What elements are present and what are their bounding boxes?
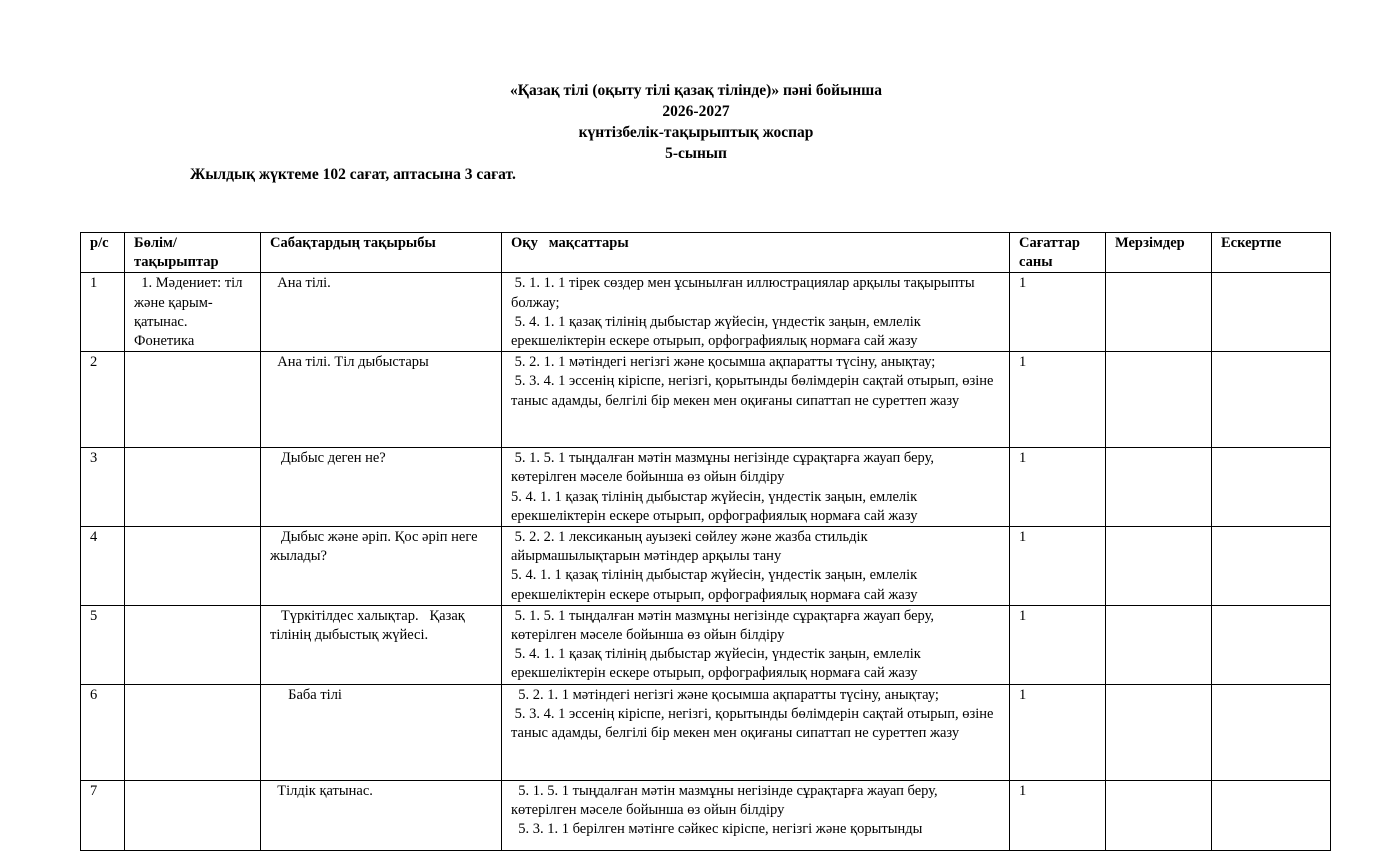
header-hours: Сағаттар саны xyxy=(1010,233,1106,273)
row-num: 5 xyxy=(81,605,125,684)
row-notes xyxy=(1212,684,1331,780)
row-hours: 1 xyxy=(1010,352,1106,448)
row-goals xyxy=(502,273,1010,352)
row-notes xyxy=(1212,273,1331,352)
header-topic: Сабақтардың тақырыбы xyxy=(261,233,502,273)
table-row xyxy=(81,780,1331,850)
row-hours: 1 xyxy=(1010,273,1106,352)
plan-table-body xyxy=(81,273,1331,850)
table-row xyxy=(81,684,1331,780)
row-goals xyxy=(502,527,1010,606)
row-dates xyxy=(1106,527,1212,606)
header-notes: Ескертпе xyxy=(1212,233,1331,273)
row-goals xyxy=(502,605,1010,684)
row-hours: 1 xyxy=(1010,527,1106,606)
annual-load: Жылдық жүктеме 102 сағат, аптасына 3 сағат. xyxy=(190,166,516,183)
row-hours: 1 xyxy=(1010,605,1106,684)
row-topic: Ана тілі. xyxy=(261,273,502,352)
row-section xyxy=(125,448,261,527)
learning-goal: 5. 2. 2. 1 лексиканың ауызекі сөйлеу және жазба стильдік айырмашылықтарын мәтіндер арқылы тану xyxy=(511,529,872,565)
table-row xyxy=(81,273,1331,352)
row-hours: 1 xyxy=(1010,448,1106,527)
learning-goal: 5. 4. 1. 1 қазақ тілінің дыбыстар жүйесін, үндестік заңын, емлелік ерекшеліктерін ескере отырып, орфографиялық нормаға сай жазу xyxy=(511,313,925,350)
row-section xyxy=(125,352,261,448)
row-section xyxy=(125,527,261,606)
row-topic: Баба тілі xyxy=(261,684,502,780)
learning-goal: 5. 3. 1. 1 берілген мәтінге сәйкес кіріспе, негізгі және қорытынды xyxy=(511,821,923,838)
row-notes xyxy=(1212,527,1331,606)
header-section: Бөлім/ тақырыптар xyxy=(125,233,261,273)
header-dates: Мерзімдер xyxy=(1106,233,1212,273)
document-header xyxy=(0,80,1398,164)
row-section xyxy=(125,780,261,850)
row-dates xyxy=(1106,605,1212,684)
learning-goal: 5. 1. 5. 1 тыңдалған мәтін мазмұны негізінде сұрақтарға жауап беру, көтерілген мәселе бойынша өз ойын білдіру xyxy=(511,607,938,644)
learning-goal: 5. 3. 4. 1 эссенің кіріспе, негізгі, қорытынды бөлімдерін сақтай отырып, өзіне таныс адамды, белгілі бір мекен мен оқиғаны сипаттап не суреттеп жазу xyxy=(511,373,998,409)
learning-goal: 5. 1. 5. 1 тыңдалған мәтін мазмұны негізінде сұрақтарға жауап беру, көтерілген мәселе бойынша өз ойын білдіру xyxy=(511,782,942,818)
row-notes xyxy=(1212,448,1331,527)
row-goals xyxy=(502,352,1010,448)
table-header-row xyxy=(81,233,1331,273)
row-section xyxy=(125,684,261,780)
header-goals: Оқу мақсаттары xyxy=(502,233,1010,273)
plan-table xyxy=(80,232,1331,851)
row-num: 6 xyxy=(81,684,125,780)
row-topic: Дыбыс және әріп. Қос әріп неге жылады? xyxy=(261,527,502,606)
table-row xyxy=(81,527,1331,606)
row-num: 3 xyxy=(81,448,125,527)
row-topic: Тілдік қатынас. xyxy=(261,780,502,850)
row-num: 2 xyxy=(81,352,125,448)
row-hours: 1 xyxy=(1010,684,1106,780)
learning-goal: 5. 4. 1. 1 қазақ тілінің дыбыстар жүйесін, үндестік заңын, емлелік ерекшеліктерін ескере отырып, орфографиялық нормаға сай жазу xyxy=(511,488,921,524)
row-dates xyxy=(1106,448,1212,527)
table-row xyxy=(81,448,1331,527)
title-subject: «Қазақ тілі (оқыту тілі қазақ тілінде)» пәні бойынша xyxy=(510,82,882,99)
learning-goal: 5. 2. 1. 1 мәтіндегі негізгі және қосымша ақпаратты түсіну, анықтау; xyxy=(511,354,936,371)
row-notes xyxy=(1212,780,1331,850)
row-section xyxy=(125,605,261,684)
row-num: 7 xyxy=(81,780,125,850)
row-goals xyxy=(502,684,1010,780)
row-goals xyxy=(502,448,1010,527)
row-notes xyxy=(1212,352,1331,448)
learning-goal: 5. 4. 1. 1 қазақ тілінің дыбыстар жүйесін, үндестік заңын, емлелік ерекшеліктерін ескере отырып, орфографиялық нормаға сай жазу xyxy=(511,567,921,603)
title-year: 2026-2027 xyxy=(662,103,730,120)
row-num: 1 xyxy=(81,273,125,352)
title-grade: 5-сынып xyxy=(665,145,727,162)
title-plan-type: күнтізбелік-тақырыптық жоспар xyxy=(578,124,814,141)
header-num: р/с xyxy=(81,233,125,273)
row-num: 4 xyxy=(81,527,125,606)
row-topic: Дыбыс деген не? xyxy=(261,448,502,527)
learning-goal: 5. 3. 4. 1 эссенің кіріспе, негізгі, қорытынды бөлімдерін сақтай отырып, өзіне таныс адамды, белгілі бір мекен мен оқиғаны сипаттап не суреттеп жазу xyxy=(511,705,998,742)
row-dates xyxy=(1106,684,1212,780)
table-row xyxy=(81,352,1331,448)
row-section: 1. Мәдениет: тіл және қарым-қатынас. Фонетика xyxy=(125,273,261,352)
row-dates xyxy=(1106,780,1212,850)
learning-goal: 5. 1. 1. 1 тірек сөздер мен ұсынылған иллюстрациялар арқылы тақырыпты болжау; xyxy=(511,275,979,311)
learning-goal: 5. 2. 1. 1 мәтіндегі негізгі және қосымша ақпаратты түсіну, анықтау; xyxy=(511,686,939,703)
table-row xyxy=(81,605,1331,684)
row-goals xyxy=(502,780,1010,850)
row-topic: Ана тілі. Тіл дыбыстары xyxy=(261,352,502,448)
row-hours: 1 xyxy=(1010,780,1106,850)
row-dates xyxy=(1106,273,1212,352)
learning-goal: 5. 1. 5. 1 тыңдалған мәтін мазмұны негізінде сұрақтарға жауап беру, көтерілген мәселе бойынша өз ойын білдіру xyxy=(511,450,938,486)
row-topic: Түркітілдес халықтар. Қазақ тілінің дыбыстық жүйесі. xyxy=(261,605,502,684)
learning-goal: 5. 4. 1. 1 қазақ тілінің дыбыстар жүйесін, үндестік заңын, емлелік ерекшеліктерін ескере отырып, орфографиялық нормаға сай жазу xyxy=(511,646,925,682)
row-notes xyxy=(1212,605,1331,684)
row-dates xyxy=(1106,352,1212,448)
